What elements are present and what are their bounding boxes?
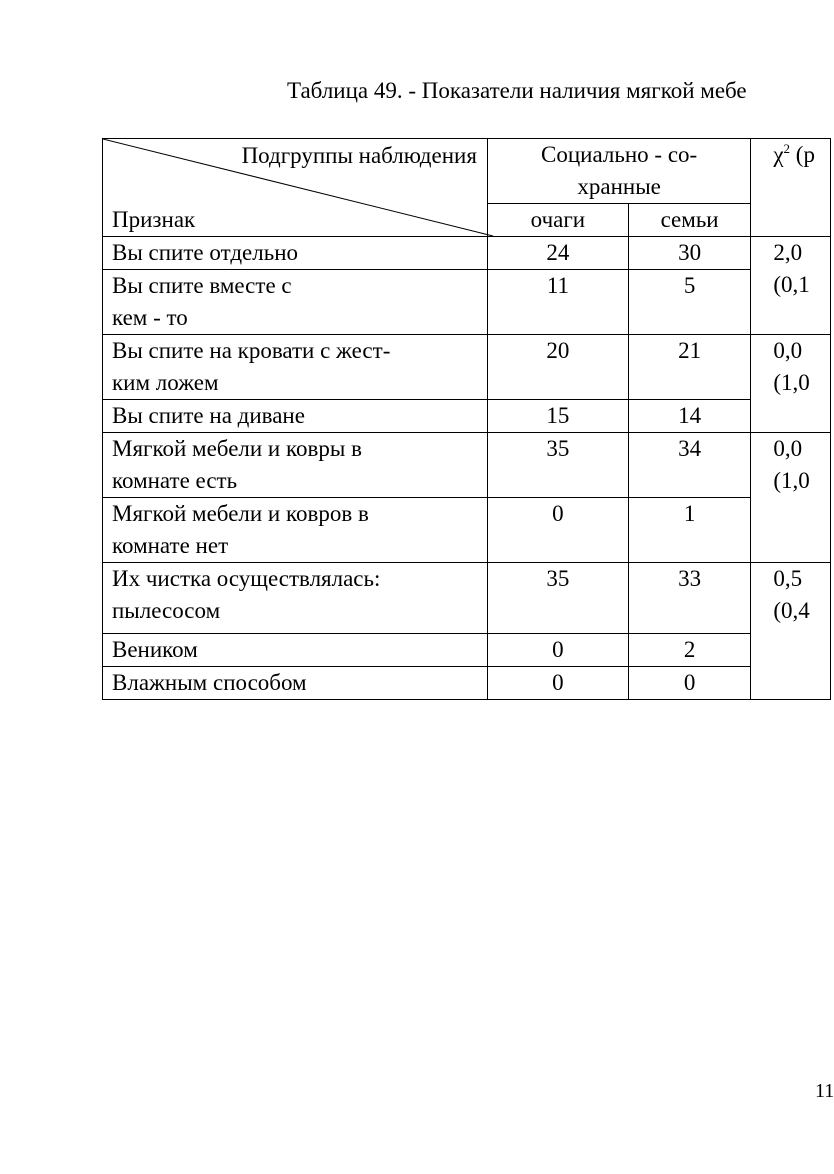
row-label: Вы спите на кровати с жест- ким ложем <box>103 335 488 400</box>
col-header-2: семьи <box>628 204 750 237</box>
chi-value: 0,5 <box>773 566 803 591</box>
cell-value-1: 0 <box>487 498 628 563</box>
row-label: Мягкой мебели и ковры в комнате есть <box>103 433 488 498</box>
header-row <box>103 139 831 204</box>
table-row <box>103 400 831 433</box>
cell-value-2: 21 <box>628 335 750 400</box>
table-row <box>103 433 831 498</box>
chi-value: 2,0 <box>773 240 803 265</box>
row-label: Вы спите отдельно <box>103 237 488 270</box>
cell-value-1: 15 <box>487 400 628 433</box>
cell-value-1: 35 <box>487 563 628 634</box>
chi-p-value: (1,0 <box>773 468 810 493</box>
table-row <box>103 498 831 563</box>
table-row <box>103 237 831 270</box>
table-row <box>103 335 831 400</box>
chi-value: 0,0 <box>773 338 803 363</box>
cell-value-1: 0 <box>487 634 628 667</box>
table-row <box>103 270 831 335</box>
group-header <box>487 139 750 204</box>
data-table <box>102 138 831 700</box>
row-label: Их чистка осуществлялась: пылесосом <box>103 563 488 634</box>
cell-value-2: 0 <box>628 667 750 700</box>
table-row <box>103 563 831 634</box>
page-number: 11 <box>815 1080 834 1102</box>
chi-p-value: (0,4 <box>773 598 810 623</box>
cell-value-1: 24 <box>487 237 628 270</box>
chi-cell <box>751 433 831 563</box>
feature-label: Признак <box>112 207 196 232</box>
table-row <box>103 667 831 700</box>
chi-cell <box>751 563 831 700</box>
row-label: Влажным способом <box>103 667 488 700</box>
diagonal-header-cell <box>103 139 488 237</box>
chi-header <box>751 139 831 237</box>
chi-cell <box>751 237 831 335</box>
chi-value: 0,0 <box>773 436 803 461</box>
table-row <box>103 634 831 667</box>
chi-symbol: χ <box>773 142 784 167</box>
chi-p-value: (1,0 <box>773 370 810 395</box>
cell-value-2: 33 <box>628 563 750 634</box>
chi-power: 2 <box>783 141 791 156</box>
cell-value-2: 1 <box>628 498 750 563</box>
subgroups-label: Подгруппы наблюдения <box>241 143 477 168</box>
row-label: Вы спите на диване <box>103 400 488 433</box>
cell-value-1: 20 <box>487 335 628 400</box>
cell-value-2: 5 <box>628 270 750 335</box>
col-header-1: очаги <box>487 204 628 237</box>
group-label-line2: хранные <box>577 174 661 199</box>
group-label-line1: Социально - со- <box>541 142 698 167</box>
cell-value-1: 35 <box>487 433 628 498</box>
cell-value-2: 14 <box>628 400 750 433</box>
cell-value-1: 0 <box>487 667 628 700</box>
table-caption: Таблица 49. - Показатели наличия мягкой мебе <box>287 78 747 103</box>
row-label: Мягкой мебели и ковров в комнате нет <box>103 498 488 563</box>
cell-value-2: 30 <box>628 237 750 270</box>
row-label: Вы спите вместе с кем - то <box>103 270 488 335</box>
row-label: Веником <box>103 634 488 667</box>
chi-p-value: (0,1 <box>773 272 810 297</box>
cell-value-2: 34 <box>628 433 750 498</box>
cell-value-2: 2 <box>628 634 750 667</box>
chi-rest: (р <box>790 142 815 167</box>
chi-cell <box>751 335 831 433</box>
cell-value-1: 11 <box>487 270 628 335</box>
